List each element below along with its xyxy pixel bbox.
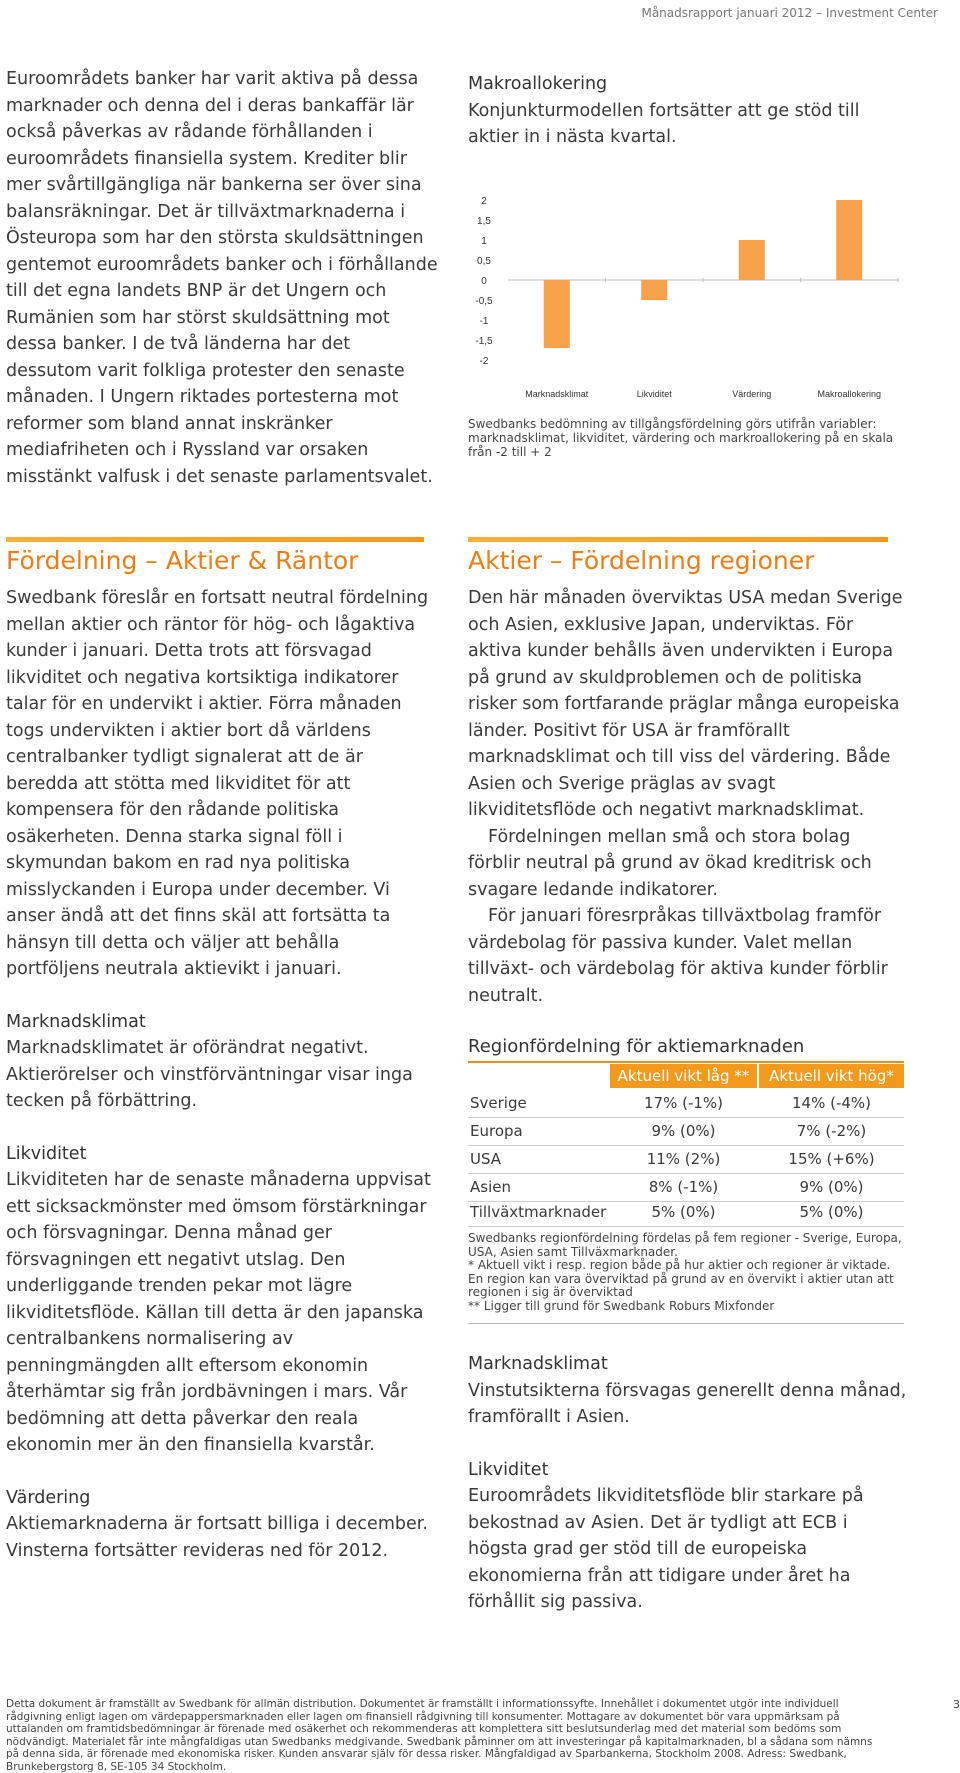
regions-p1: Den här månaden överviktas USA medan Sverige och Asien, exklusive Japan, underviktas. För aktiva kunder behålls även undervikten i Europa på grund av skuldproblemen och de politiska risker som fortfarande präglar många europeiska länder. Positivt för USA är framförallt marknadsklimat och till viss del värdering. Både Asien och Sverige präglas av svagt likviditetsflöde och negativt marknadsklimat. <box>468 588 903 820</box>
left-vardering-text: Aktiemarknaderna är fortsatt billiga i december. Vinsterna fortsätter revideras ned för 2012. <box>6 1514 428 1561</box>
x-category-label: Makroallokering <box>817 389 882 399</box>
table-note-2: * Aktuell vikt i resp. region både på hur aktier och regioner är viktade. En region kan vara överviktad på grund av en övervikt i aktier utan att regionen i sig är överviktad <box>468 1258 894 1299</box>
region-table-top-rule <box>468 1061 904 1063</box>
col-header-high: Aktuell vikt hög* <box>759 1064 904 1088</box>
region-table-title: Regionfördelning för aktiemarknaden <box>468 1036 805 1057</box>
region-table-bottom-rule <box>468 1323 904 1324</box>
allocation-intro-text: Swedbank föreslår en fortsatt neutral fördelning mellan aktier och räntor för hög- och lågaktiva kunder i januari. Detta trots att försvagad likviditet och negativa kortsiktiga indikatorer talar för en undervikt i aktier. Förra månaden togs undervikten i aktier bort då världens centralbanker tydligt signalerat att de är beredda att stötta med likviditet för att kompensera för den rådande politiska osäkerheten. Denna starka signal föll i skymundan bakom en rad nya politiska misslyckanden i Europa under december. Vi anser ändå att det finns skäl att fortsätta ta hänsyn till detta och väljer att behålla portföljens neutrala aktievikt i januari. <box>6 588 429 979</box>
table-row <box>468 1090 904 1118</box>
row-high: 14% (-4%) <box>791 1094 872 1112</box>
bar-marknadsklimat <box>544 280 570 348</box>
y-tick-label: 0 <box>481 276 487 287</box>
y-tick-label: 1,5 <box>477 216 491 227</box>
row-region: Asien <box>470 1178 511 1196</box>
y-tick-label: -2 <box>479 356 489 367</box>
row-high: 7% (-2%) <box>796 1122 867 1140</box>
left-section-title: Fördelning – Aktier & Räntor <box>6 546 359 575</box>
table-row <box>468 1118 904 1146</box>
left-intro-text: Euroområdets banker har varit aktiva på dessa marknader och denna del i deras bankaffär lär också påverkas av rådande förhållanden i euroområdets finansiella system. Krediter blir mer svårtillgängliga när bankerna ser över sina balansräkningar. Det är tillväxtmarknaderna i Östeuropa som har den största skuldsättningen gentemot euroområdets banker och i förhållande till det egna landets BNP är det Ungern och Rumänien som har störst skuldsättning mot dessa banker. I de två länderna har det dessutom varit folkliga protester den senaste månaden. I Ungern riktades portesterna mot reformer som bland annat inskränker mediafriheten och i Ryssland var orsaken misstänkt valfusk i det senaste parlamentsvalet. <box>6 69 438 487</box>
left-marknadsklimat-heading: Marknadsklimat <box>6 1011 146 1032</box>
table-row <box>468 1199 904 1227</box>
y-tick-label: 0,5 <box>477 256 491 267</box>
row-region: Europa <box>470 1122 523 1140</box>
y-tick-label: 1 <box>481 236 487 247</box>
left-likviditet-text: Likviditeten har de senaste månaderna uppvisat ett sicksackmönster med ömsom förstärkningar och försvagningar. Denna månad ger försvagningen ett negativt utslag. Den underliggande trenden pekar mot lägre likviditetsflöde. Källan till detta är den japanska centralbankens normalisering av penningmängden allt eftersom ekonomin återhämtar sig från jordbävningen i mars. Vår bedömning att detta påverkar den reala ekonomin mer än den finansiella kvarstår. <box>6 1170 431 1455</box>
chart-caption: Swedbanks bedömning av tillgångsfördelning görs utifrån variabler: marknadsklimat, likviditet, värdering och markroallokering på en skala från -2 till + 2 <box>468 417 894 459</box>
left-section-body <box>6 585 438 1564</box>
left-section-rule <box>6 537 424 542</box>
makroallokering-text: Konjunkturmodellen fortsätter att ge stöd till aktier in i nästa kvartal. <box>468 100 860 147</box>
right-section-rule <box>468 537 888 542</box>
col-header-low: Aktuell vikt låg ** <box>610 1064 757 1088</box>
footer-disclaimer: Detta dokument är framställt av Swedbank för allmän distribution. Dokumentet är framställt i informationssyfte. Innehållet i dokumentet utgör inte individuell rådgivning enligt lagen om värdepappersmarknaden eller lagen om finansiell rådgivning till konsumenter. Mottagare av dokumentet bör vara uppmärksam på uttalanden om framtidsbedömningar är förenade med osäkerhet och rekommenderas att komplettera sitt beslutsunderlag med det material som bedöms som nödvändigt. Materialet får inte mångfaldigas utan Swedbanks medgivande. Swedbank påminner om att investeringar på kapitalmarknaden, bl a sådana som nämns på denna sida, är förenade med ekonomiska risker. Kunden ansvarar själv för dessa risker. Mångfaldigad av Sparbankerna, Stockholm 2008. Adress: Swedbank, Brunkebergstorg 8, SE-105 34 Stockholm. <box>6 1698 873 1773</box>
makroallokering-heading: Makroallokering <box>468 74 608 94</box>
y-tick-label: -1,5 <box>475 336 493 347</box>
row-high: 9% (0%) <box>799 1178 864 1196</box>
right-marknadsklimat-heading: Marknadsklimat <box>468 1354 608 1374</box>
right-section-body <box>468 585 908 1009</box>
left-vardering-heading: Värdering <box>6 1487 91 1508</box>
left-intro <box>6 66 438 490</box>
allocation-chart-svg <box>468 180 908 410</box>
left-marknadsklimat-text: Marknadsklimatet är oförändrat negativt. Aktierörelser och vinstförväntningar visar inga tecken på förbättring. <box>6 1038 413 1111</box>
right-marknadsklimat-text: Vinstutsikterna försvagas generellt denna månad, framförallt i Asien. <box>468 1380 907 1427</box>
row-low: 5% (0%) <box>651 1203 716 1221</box>
row-high: 15% (+6%) <box>788 1150 875 1168</box>
y-tick-label: 2 <box>481 196 487 207</box>
right-section-title: Aktier – Fördelning regioner <box>468 546 815 575</box>
regions-p3: För januari föresrpråkas tillväxtbolag framför värdebolag för passiva kunder. Valet mellan tillväxt- och värdebolag för aktiva kunder förblir neutralt. <box>468 906 888 1006</box>
row-region: Sverige <box>470 1094 527 1112</box>
bar-likviditet <box>641 280 667 300</box>
table-note-3: ** Ligger till grund för Swedbank Roburs Mixfonder <box>468 1298 775 1313</box>
y-tick-label: -1 <box>479 316 489 327</box>
allocation-chart <box>468 180 908 410</box>
row-low: 11% (2%) <box>646 1150 721 1168</box>
page-number: 3 <box>953 1698 960 1711</box>
x-category-label: Marknadsklimat <box>525 389 589 399</box>
right-lower-body <box>468 1351 908 1616</box>
row-high: 5% (0%) <box>799 1203 864 1221</box>
right-intro <box>468 71 908 151</box>
right-likviditet-text: Euroområdets likviditetsflöde blir starkare på bekostnad av Asien. Det är tydligt att ECB i högsta grad ger stöd till de europeiska ekonomierna från att tidigare under året ha förhållit sig passiva. <box>468 1486 864 1612</box>
table-row <box>468 1146 904 1174</box>
row-low: 8% (-1%) <box>648 1178 719 1196</box>
y-tick-label: -0,5 <box>475 296 493 307</box>
table-note-1: Swedbanks regionfördelning fördelas på fem regioner - Sverige, Europa, USA, Asien samt Tillväxmarknader. <box>468 1231 902 1259</box>
row-low: 9% (0%) <box>651 1122 716 1140</box>
row-region: USA <box>470 1150 502 1168</box>
x-category-label: Värdering <box>732 389 772 399</box>
right-likviditet-heading: Likviditet <box>468 1459 549 1480</box>
left-likviditet-heading: Likviditet <box>6 1143 87 1164</box>
running-header: Månadsrapport januari 2012 – Investment Center <box>641 6 938 20</box>
row-low: 17% (-1%) <box>643 1094 724 1112</box>
table-row <box>468 1174 904 1202</box>
regions-p2: Fördelningen mellan små och stora bolag förblir neutral på grund av ökad kreditrisk och svagare ledande indikatorer. <box>468 826 872 900</box>
x-category-label: Likviditet <box>636 389 672 399</box>
bar-makroallokering <box>836 200 862 280</box>
row-region: Tillväxtmarknader <box>470 1203 607 1221</box>
bar-värdering <box>739 240 765 280</box>
region-table-notes <box>468 1232 908 1313</box>
